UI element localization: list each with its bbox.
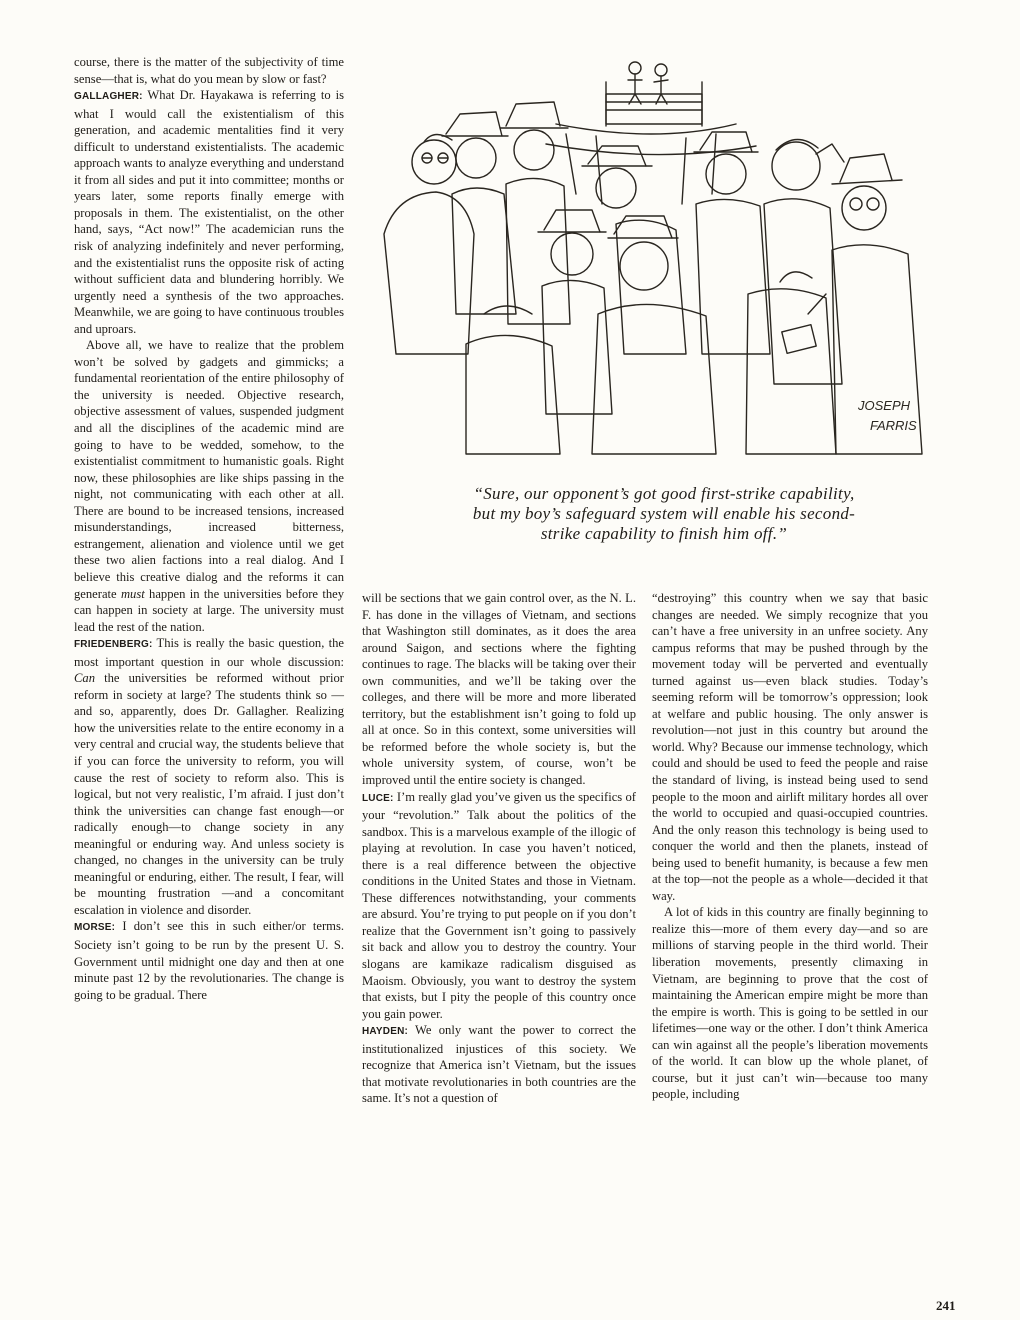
boxing-ring-drawing xyxy=(546,62,756,204)
text-column-right xyxy=(652,590,928,1103)
cartoonist-signature: JOSEPH xyxy=(858,398,911,413)
paragraph: LUCE: I’m really glad you’ve given us the specifics of your “revolution.” Talk about the politics of the sandbox. This is a marvelous example of the illogic of playing at revolution. In case you haven’t noticed, there is a real difference between the objective conditions in the United States and those in Vietnam. These differences notwithstanding, your comments are absurd. You’re trying to put people on if you don’t realize that the Government isn’t going to passively sit back and allow you to destroy the country. Your slogans are kamikaze radicalism disguised as Maoism. Obviously, you want to destroy the system that exists, but I pity the people of this country once you gain power. xyxy=(362,789,636,1021)
paragraph: Above all, we have to realize that the problem won’t be solved by gadgets and gimmicks; a fundamental reorientation of the entire philosophy of the university is needed. Objective research, objective assessment of values, suspended judgment and all the disciplines of the academic mind are going to have to be wedded, somehow, to the existentialist commitment to humanistic goals. Right now, these philosophies are like ships passing in the night, not communicating with each other at all. There are bound to be increased tensions, increased misunderstandings, increased bitterness, estrangement, alienation and violence until we get these two alien factions into a real dialog. And I believe this creative dialog and the reforms it can generate must happen in the universities before they can happen in society at large. The university must lead the rest of the nation. xyxy=(74,338,345,634)
paragraph: course, there is the matter of the subjectivity of time sense—that is, what do you mean by slow or fast? xyxy=(74,55,344,86)
paragraph: A lot of kids in this country are finally beginning to realize this—more of them every day—and so are millions of starving people in the third world. Their liberation movements, presently climaxing in Vietnam, are beginning to prove that the cost of maintaining the American empire might be more than the empire is worth. This is going to be settled in our lifetimes—one way or the other. I don’t think America can win against all the people’s liberation movements of the world. It can blow up the whole planet, of course, but it just can’t win—because too many people, including xyxy=(652,905,928,1102)
cartoon-caption xyxy=(400,484,928,544)
speaker-friedenberg: FRIEDENBERG: xyxy=(74,639,153,651)
paragraph: FRIEDENBERG: This is really the basic question, the most important question in our whole discussion: Can the universities be reformed without prior reform in society at large? The students think so —and so, apparently, does Dr. Gallagher. Realizing how the universities relate to the entire economy in a very central and crucial way, the students believe that if you can force the university to reform, you will cause the rest of society to reform also. This is logical, but not very realistic, I’m afraid. I just don’t think the universities can change fast enough—or radically enough—to change society in any meaningful or enduring way. And unless society is changed, no changes in the university can be truly meaningful or enduring, either. The result, I fear, will be mounting frustration —and a concomitant escalation in violence and disorder. xyxy=(74,636,344,917)
cartoonist-signature-surname: FARRIS xyxy=(870,418,917,433)
speaker-hayden: HAYDEN: xyxy=(362,1026,409,1038)
speaker-gallagher: GALLAGHER: xyxy=(74,91,143,103)
text-column-middle xyxy=(362,590,636,1107)
text-column-left xyxy=(74,54,344,1003)
paragraph: HAYDEN: We only want the power to correct the institutionalized injustices of this society. We recognize that America isn’t Vietnam, but the issues that motivate revolutionaries in both countries are the same. It’s not a question of xyxy=(362,1023,636,1106)
speaker-morse: MORSE: xyxy=(74,922,116,934)
caption-line: “Sure, our opponent’s got good first-strike capability, xyxy=(473,484,855,503)
paragraph: “destroying” this country when we say that basic changes are needed. We simply recognize that you can’t have a free university in an unfree society. Any campus reforms that may be pushed through by the movement today will be perverted and eventually turned against us—even black studies. Today’s seeming reform will be tomorrow’s oppression; look at welfare and public housing. The only answer is revolution—not just in this country but around the world. Why? Because our immense technology, which could and should be used to feed the people and raise the standard of living, is instead being used to send people to the moon and airlift military hordes all over the world to occupied and quasi-occupied countries. And the only reason this technology is being used to conquer the world and then the planets, instead of being used to benefit humanity, is because a few men at the top—not the people as a whole—decided it that way. xyxy=(652,591,928,903)
page-number: 241 xyxy=(936,1298,956,1313)
paragraph: GALLAGHER: What Dr. Hayakawa is referring to is what I would call the existentialism of this generation, and academic mentalities find it very difficult to understand existentialists. The academic approach wants to analyze everything and understand it from all sides and put it into committee; months or years later, some reports finally emerge with proposals in them. The existentialist, on the other hand, says, “Act now!” The academician runs the risk of analyzing indefinitely and never performing, and the existentialist runs the opposite risk of acting without sufficient data and blundering horribly. We urgently need a synthesis of the two approaches. Meanwhile, we are going to have continuous troubles and uproars. xyxy=(74,88,344,336)
caption-line: strike capability to finish him off.” xyxy=(540,524,788,543)
paragraph: will be sections that we gain control over, as the N. L. F. has done in the villages of Vietnam, and sections that Washington still dominates, as it does the area around Saigon, and sections where the fighting continues to rage. The blacks will be taking over their own communities, and we’ll be taking over the colleges, and there will be more and more liberated territory, but the establishment isn’t going to fold up all at once. So in this context, some universities will be reformed before the whole society is, but the whole university system, of course, won’t be improved until the entire society is changed. xyxy=(362,591,636,788)
emphasis: Can xyxy=(74,671,95,686)
caption-line: but my boy’s safeguard system will enable his second- xyxy=(472,504,856,523)
cartoon-illustration xyxy=(356,54,950,462)
paragraph: MORSE: I don’t see this in such either/or terms. Society isn’t going to be run by the present U. S. Government until midnight one day and then at one minute past 12 by the revolutionaries. The change is going to be gradual. There xyxy=(74,919,344,1002)
emphasis: must xyxy=(120,586,145,601)
speaker-luce: LUCE: xyxy=(362,792,394,804)
